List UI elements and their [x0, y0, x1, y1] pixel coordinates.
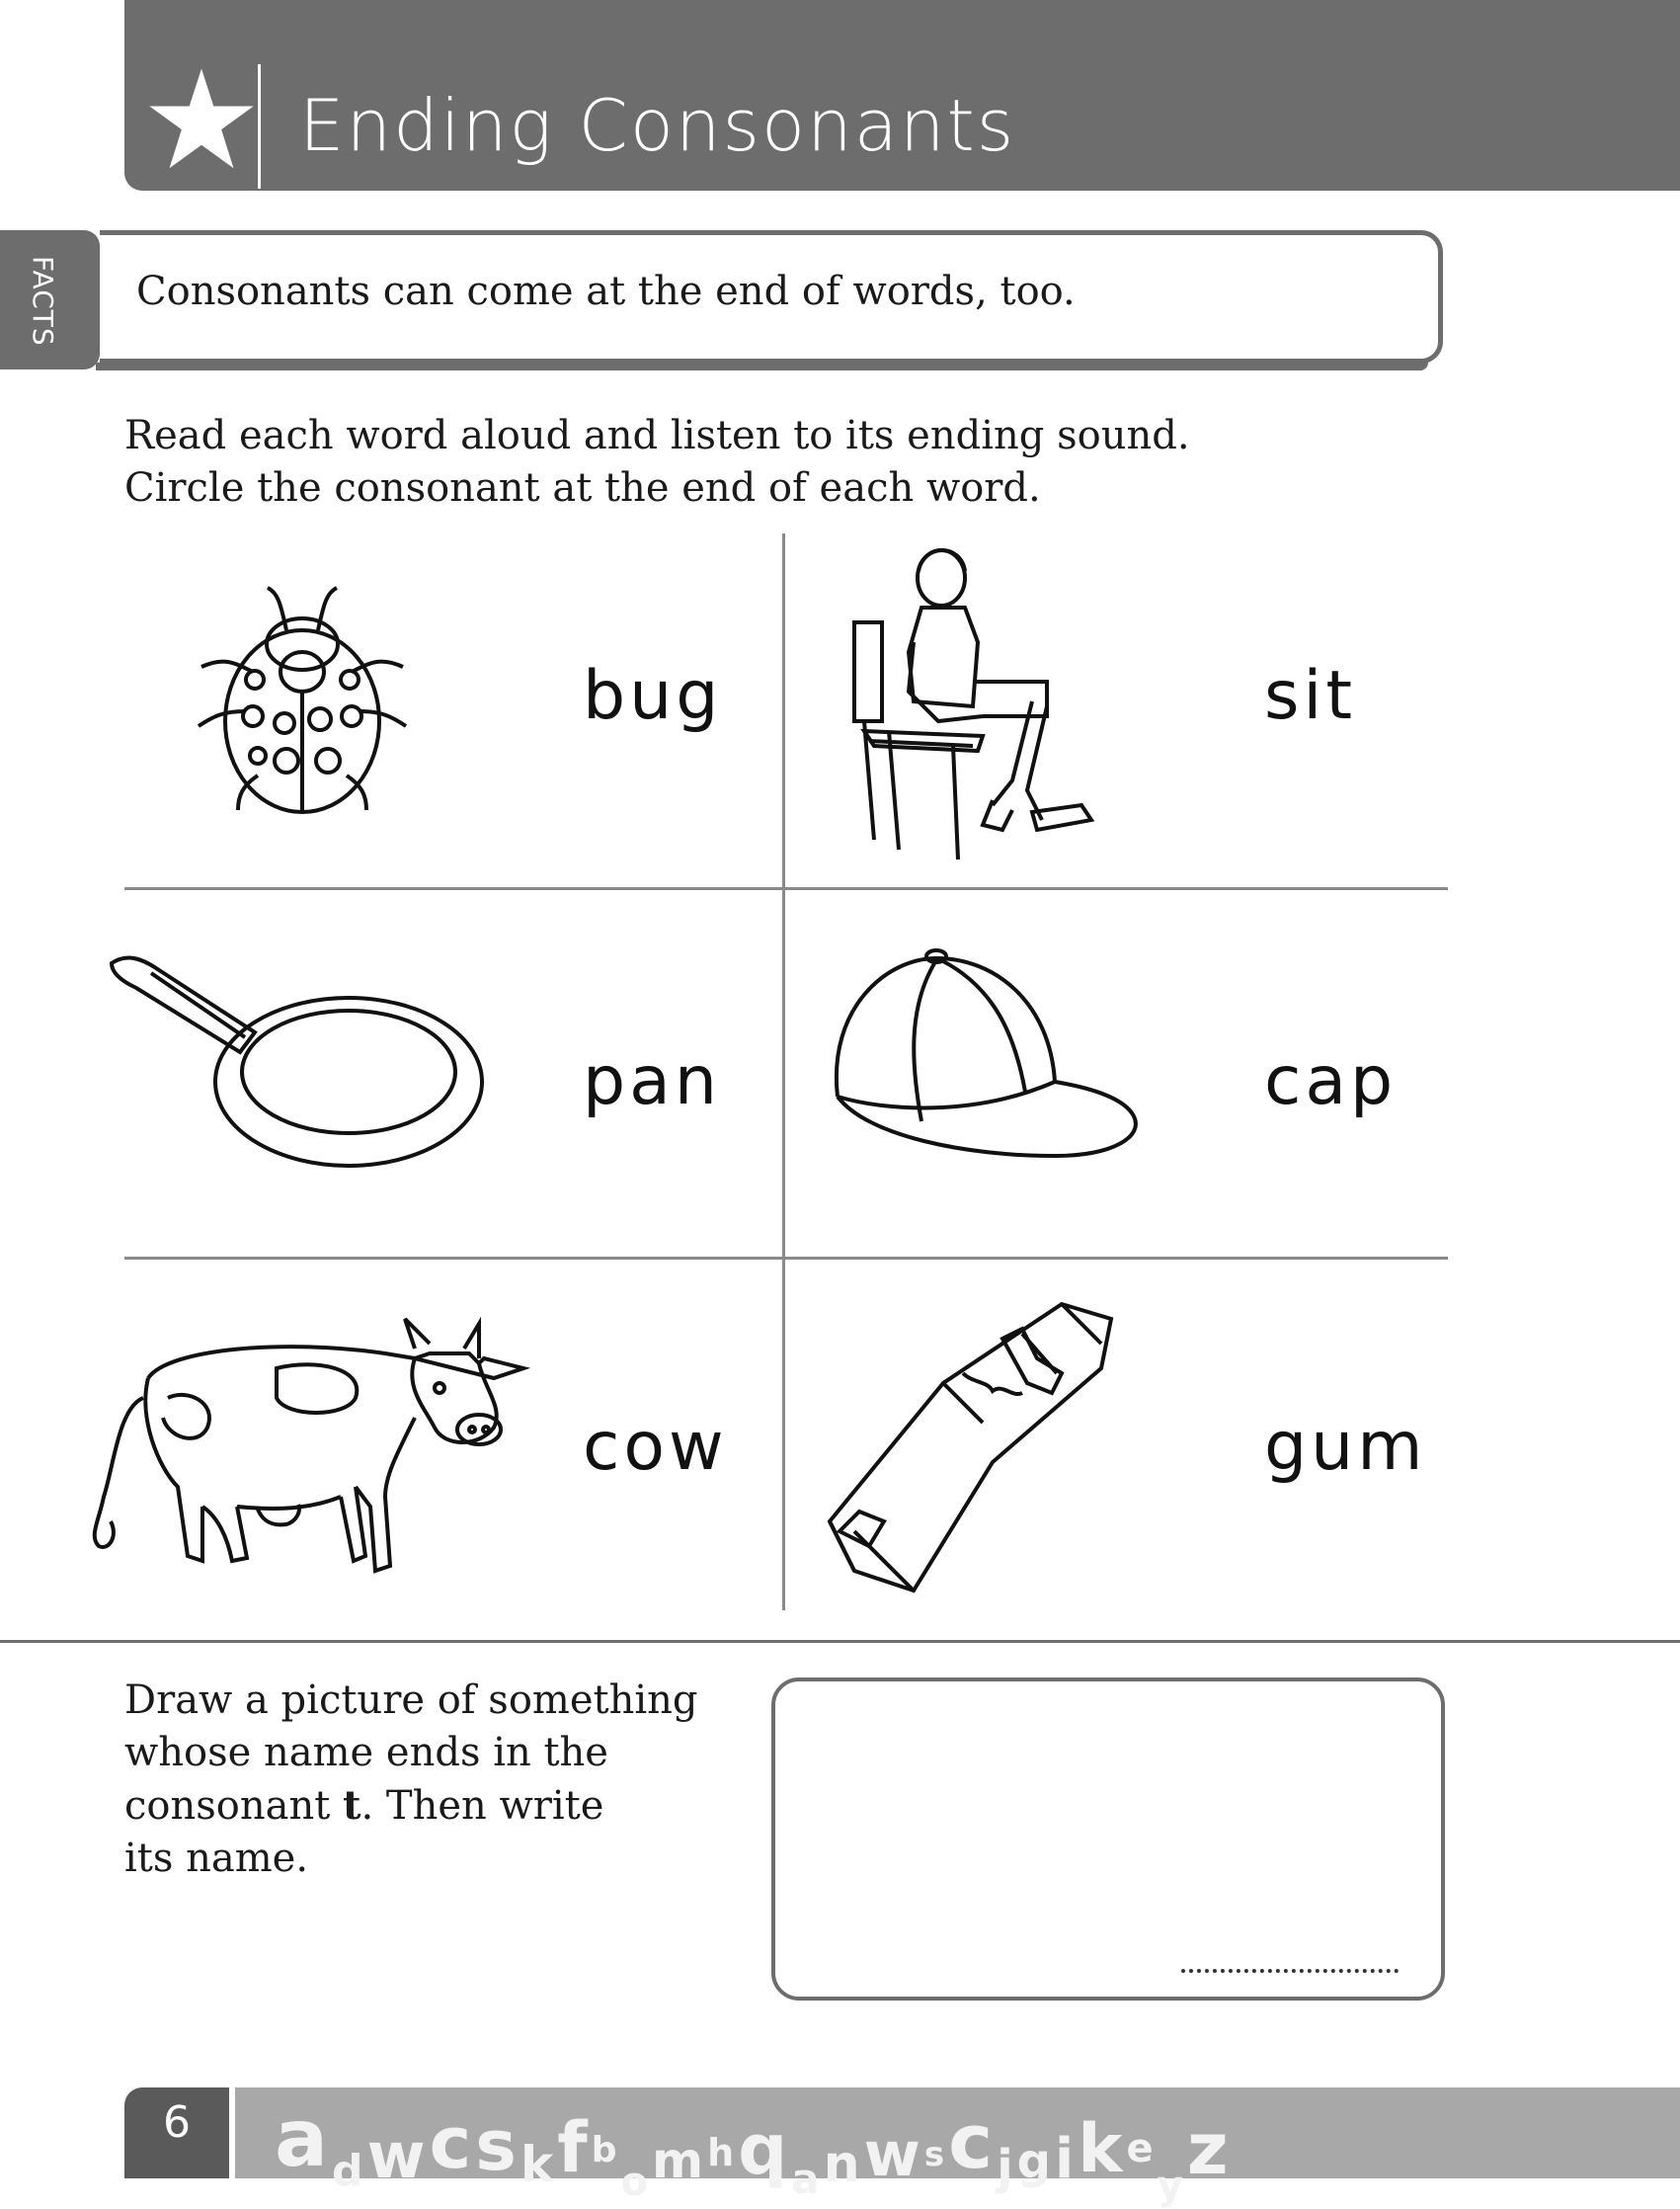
alphabet-letter: a [275, 2092, 328, 2184]
facts-tab-label: FACTS [27, 256, 59, 347]
alphabet-letter: a [791, 2155, 820, 2203]
word-label: sit [1264, 657, 1356, 735]
alphabet-letter: m [651, 2132, 704, 2189]
grid-divider-horizontal [124, 1257, 1448, 1260]
drawing-task-letter: t [343, 1782, 361, 1829]
header-divider [258, 64, 261, 189]
instruction-line: Circle the consonant at the end of each word. [124, 465, 1041, 511]
grid-divider-horizontal [124, 887, 1448, 890]
star-icon [146, 64, 257, 175]
cow-icon [89, 1309, 543, 1595]
alphabet-letter: c [948, 2097, 994, 2185]
alphabet-letter: k [520, 2136, 554, 2193]
facts-text: Consonants can come at the end of words, too. [136, 269, 1076, 314]
alphabet-letter: k [1078, 2110, 1123, 2188]
word-label: cow [583, 1408, 728, 1486]
chewing-gum-icon [825, 1284, 1121, 1595]
alphabet-letter: w [366, 2120, 426, 2193]
alphabet-letter: d [331, 2146, 363, 2196]
frying-pan-icon [107, 953, 492, 1176]
word-label: bug [583, 657, 723, 735]
alphabet-letter: q [738, 2109, 788, 2190]
alphabet-strip [275, 2083, 1677, 2209]
alphabet-letter: s [923, 2135, 945, 2174]
word-label: gum [1264, 1408, 1427, 1486]
drawing-task-line: its name. [124, 1836, 309, 1881]
drawing-task-line [124, 1779, 698, 1833]
alphabet-letter: n [823, 2135, 860, 2194]
alphabet-letter: f [557, 2107, 588, 2188]
drawing-task-text-part: . Then write [360, 1783, 604, 1829]
drawing-task-line: whose name ends in the [124, 1730, 608, 1775]
alphabet-letter: w [863, 2118, 920, 2190]
alphabet-letter: z [1186, 2107, 1229, 2190]
drawing-task-text [124, 1675, 698, 1885]
alphabet-letter: b [591, 2130, 617, 2170]
drawing-box[interactable] [771, 1677, 1445, 2001]
alphabet-letter: y [1157, 2164, 1183, 2209]
drawing-task-line: Draw a picture of something [124, 1677, 698, 1723]
page-number: 6 [163, 2097, 191, 2148]
alphabet-letter: j [997, 2140, 1013, 2195]
alphabet-letter: h [707, 2131, 735, 2174]
ladybug-icon [184, 563, 421, 820]
page-title: Ending Consonants [299, 84, 1016, 167]
alphabet-letter: o [620, 2160, 648, 2205]
alphabet-letter: g [1016, 2134, 1052, 2189]
word-label: pan [583, 1042, 721, 1120]
baseball-cap-icon [828, 948, 1144, 1166]
word-label: cap [1264, 1042, 1398, 1120]
section-separator [0, 1640, 1680, 1643]
instruction-line: Read each word aloud and listen to its ending sound. [124, 413, 1190, 458]
drawing-task-text-part: consonant [124, 1783, 344, 1829]
alphabet-letter: i [1055, 2127, 1075, 2191]
alphabet-letter: c [429, 2101, 472, 2184]
grid-divider-vertical [782, 533, 785, 1610]
alphabet-letter: s [475, 2105, 517, 2186]
boy-sitting-on-chair-icon [844, 533, 1096, 869]
instructions [124, 410, 1190, 515]
name-writing-line[interactable] [1181, 1969, 1399, 1973]
alphabet-letter: e [1126, 2126, 1154, 2171]
